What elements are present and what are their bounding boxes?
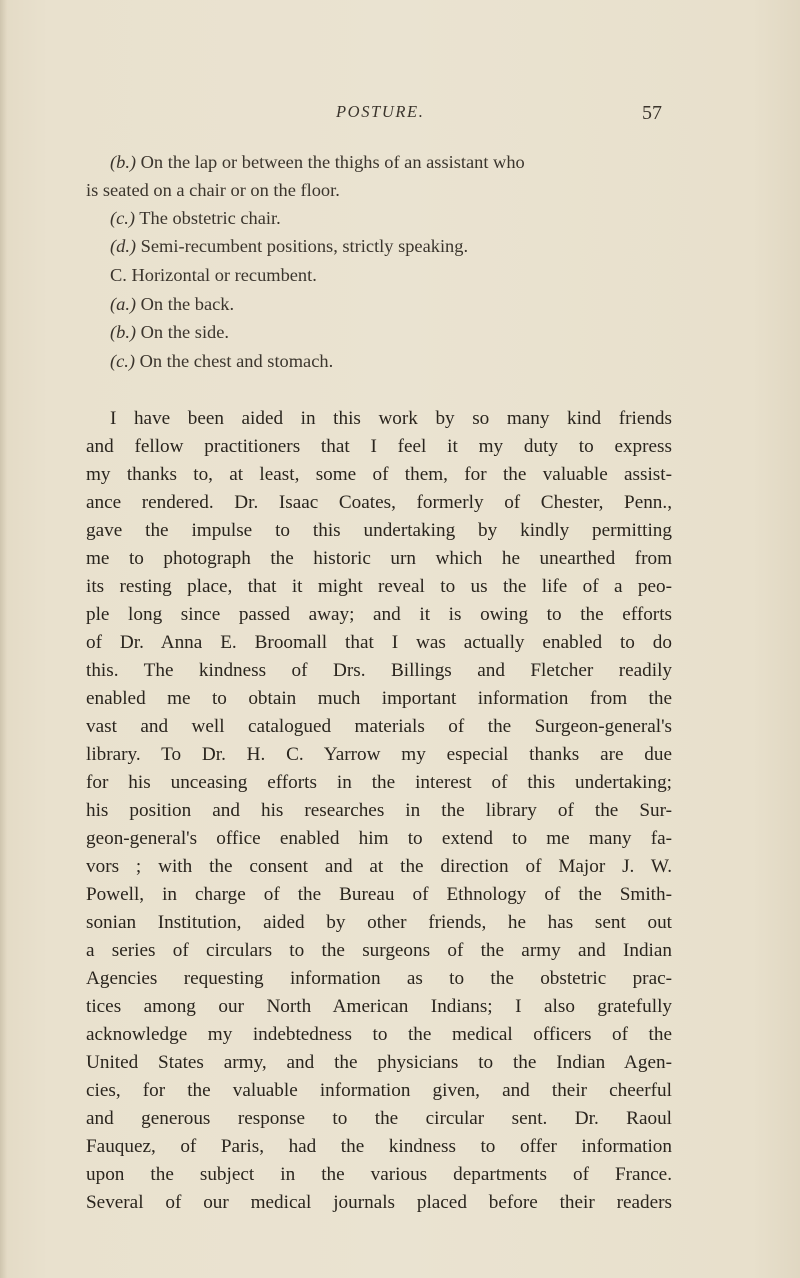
outline-text: The obstetric chair. <box>135 208 281 228</box>
outline-item <box>110 322 229 343</box>
outline-item <box>110 265 317 286</box>
outline-item <box>110 236 468 257</box>
outline-item <box>86 180 340 201</box>
paragraph-line: of Dr. Anna E. Broomall that I was actually enabled to do <box>86 632 672 653</box>
paragraph-line: Several of our medical journals placed before their readers <box>86 1192 672 1213</box>
paragraph-line: ple long since passed away; and it is owing to the efforts <box>86 604 672 625</box>
outline-marker: (c.) <box>110 351 136 371</box>
paragraph-line: upon the subject in the various departments of France. <box>86 1164 672 1185</box>
paragraph-line: cies, for the valuable information given, and their cheerful <box>86 1080 672 1101</box>
paragraph-line: sonian Institution, aided by other friends, he has sent out <box>86 912 672 933</box>
outline-text: On the side. <box>136 322 230 342</box>
outline-item <box>110 208 281 229</box>
paragraph-line: library. To Dr. H. C. Yarrow my especial thanks are due <box>86 744 672 765</box>
paragraph-line: and fellow practitioners that I feel it my duty to express <box>86 436 672 457</box>
paragraph-line: its resting place, that it might reveal to us the life of a peo- <box>86 576 672 597</box>
outline-item <box>110 152 525 173</box>
page-binding-edge <box>0 0 7 1278</box>
paragraph-line: a series of circulars to the surgeons of the army and Indian <box>86 940 672 961</box>
paragraph-line: tices among our North American Indians; I also gratefully <box>86 996 672 1017</box>
outline-marker: (d.) <box>110 236 137 256</box>
outline-marker: (c.) <box>110 208 136 228</box>
outline-text: C. Horizontal or recumbent. <box>110 265 317 285</box>
paragraph-line: vast and well catalogued materials of the Surgeon-general's <box>86 716 672 737</box>
outline-text: is seated on a chair or on the floor. <box>86 180 340 200</box>
paragraph-line: Agencies requesting information as to the obstetric prac- <box>86 968 672 989</box>
paragraph-line: enabled me to obtain much important information from the <box>86 688 672 709</box>
paragraph-line: Powell, in charge of the Bureau of Ethnology of the Smith- <box>86 884 672 905</box>
paragraph-line: I have been aided in this work by so many kind friends <box>110 408 672 429</box>
page-number: 57 <box>642 102 662 124</box>
paragraph-line: and generous response to the circular sent. Dr. Raoul <box>86 1108 672 1129</box>
paragraph-line: ance rendered. Dr. Isaac Coates, formerly of Chester, Penn., <box>86 492 672 513</box>
outline-item <box>110 294 234 315</box>
outline-text: On the lap or between the thighs of an assistant who <box>136 152 525 172</box>
paragraph-line: acknowledge my indebtedness to the medical officers of the <box>86 1024 672 1045</box>
outline-marker: (a.) <box>110 294 137 314</box>
paragraph-line: my thanks to, at least, some of them, for the valuable assist- <box>86 464 672 485</box>
paragraph-line: geon-general's office enabled him to extend to me many fa- <box>86 828 672 849</box>
paragraph-line: his position and his researches in the library of the Sur- <box>86 800 672 821</box>
outline-item <box>110 351 333 372</box>
outline-marker: (b.) <box>110 152 137 172</box>
paragraph-line: gave the impulse to this undertaking by kindly permitting <box>86 520 672 541</box>
paragraph-line: Fauquez, of Paris, had the kindness to offer information <box>86 1136 672 1157</box>
paragraph-line: this. The kindness of Drs. Billings and Fletcher readily <box>86 660 672 681</box>
outline-marker: (b.) <box>110 322 137 342</box>
paragraph-line: United States army, and the physicians to the Indian Agen- <box>86 1052 672 1073</box>
paragraph-line: vors ; with the consent and at the direction of Major J. W. <box>86 856 672 877</box>
running-head: POSTURE. <box>336 102 425 121</box>
outline-text: On the chest and stomach. <box>135 351 334 371</box>
outline-text: Semi-recumbent positions, strictly speaking. <box>136 236 469 256</box>
paragraph-line: for his unceasing efforts in the interest of this undertaking; <box>86 772 672 793</box>
page-header <box>0 102 800 132</box>
outline-text: On the back. <box>136 294 235 314</box>
paragraph-line: me to photograph the historic urn which he unearthed from <box>86 548 672 569</box>
